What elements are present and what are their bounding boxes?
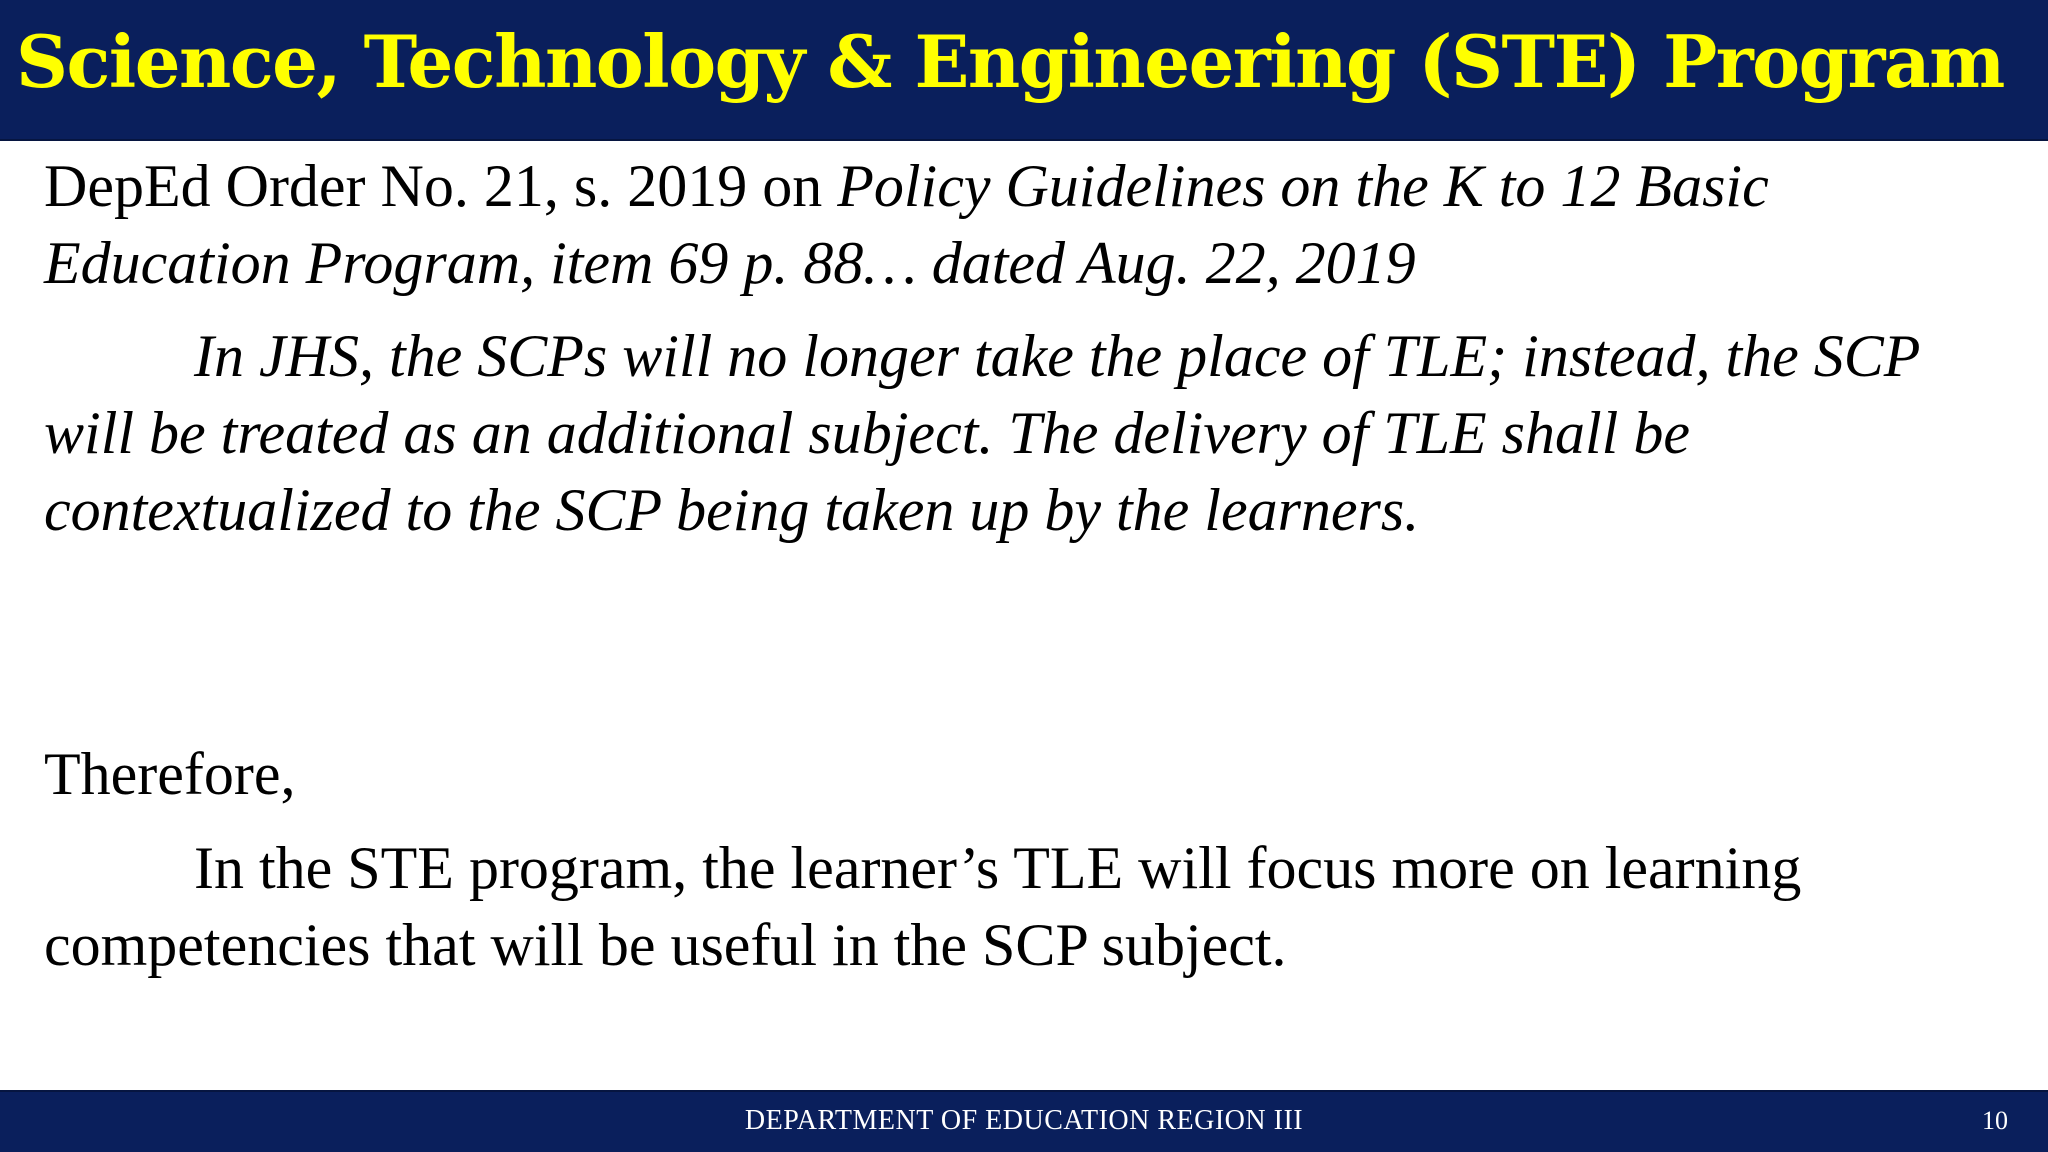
footer-label: DEPARTMENT OF EDUCATION REGION III	[744, 1105, 1304, 1136]
title-bar	[0, 0, 2048, 141]
paragraph-therefore: Therefore,	[44, 741, 296, 807]
deped-order-title: Policy Guidelines on the K to 12 Basic Education Program, item 69 p. 88… dated Aug. 22, 2019	[44, 153, 1769, 296]
paragraph-jhs-quote	[44, 318, 1984, 549]
slide-title: Science, Technology & Engineering (STE) Program	[16, 19, 2004, 104]
page-number: 10	[1982, 1106, 2008, 1135]
paragraph-deped-order	[44, 148, 1984, 302]
paragraph-ste-conclusion	[44, 830, 1984, 984]
ste-conclusion-text: In the STE program, the learner’s TLE will focus more on learning competencies that will be useful in the SCP subject.	[44, 835, 1802, 978]
jhs-quote-text: In JHS, the SCPs will no longer take the place of TLE; instead, the SCP will be treated as an additional subject. The delivery of TLE shall be contextualized to the SCP being taken up by the learners.	[44, 323, 1920, 543]
deped-order-lead: DepEd Order No. 21, s. 2019 on	[44, 153, 838, 219]
footer-bar	[0, 1090, 2048, 1152]
